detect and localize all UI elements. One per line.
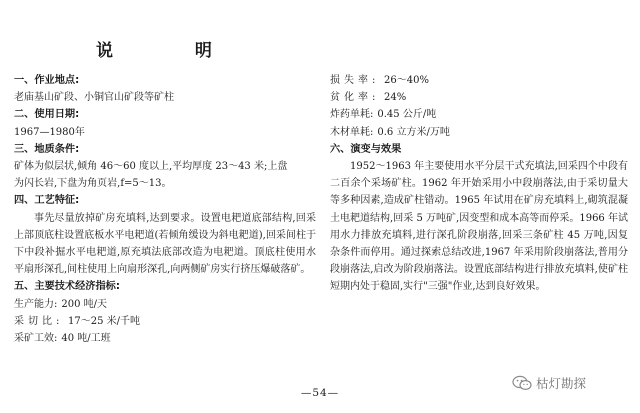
indicator-label: 损失率: [330,75,380,86]
indicator-label: 生产能力: [14,298,58,310]
section-heading-indicators: 五、主要技术经济指标: [14,281,120,293]
indicator-value: 0.6 立方米/万吨 [377,126,450,138]
indicator-value: 26～40% [384,75,429,86]
indicator-value: 24% [384,92,407,104]
geology-line-1: 矿体为似层状,倾角 46～60 度以上,平均厚度 23～43 米;上盘 [14,161,288,173]
indicator-row [14,296,316,313]
location-text: 老庙基山矿段、小铜官山矿段等矿柱 [14,92,174,104]
page-number: —54— [300,387,340,399]
section-heading-location: 一、作业地点: [14,75,80,86]
right-column [330,72,628,296]
process-paragraph: 事先尽量放掉矿房充填料,达到要求。设置电耙道底部结构,回采上部顶底柱设置底板水平电耙道(若倾角缓设为斜电耙道),回采间柱于下中段补掘水平电耙道,原充填法底部改造为电耙道。顶底柱使用水平扇形深孔,间柱使用上向扇形深孔,向两侧矿房实行挤压爆破落矿。 [14,212,316,276]
section-heading-evolution: 六、演变与效果 [330,143,402,155]
indicator-value: 200 吨/天 [61,298,108,310]
indicator-row [330,89,628,106]
indicator-row [330,124,628,141]
indicator-label: 木材单耗: [330,126,374,138]
indicator-label: 采矿工效: [14,333,58,345]
watermark-text: 枯灯勘探 [536,376,587,391]
wechat-icon [512,375,532,391]
indicator-label: 采切比: [14,315,64,327]
indicator-value: 40 吨/工班 [61,333,111,345]
section-heading-process: 四、工艺特征: [14,195,80,207]
indicator-row [330,106,628,123]
indicator-row [14,330,316,347]
indicator-label: 贫化率: [330,92,380,104]
geology-line-2: 为闪长岩,下盘为角页岩,f=5～13。 [14,178,172,190]
section-heading-date: 二、使用日期: [14,109,80,121]
date-text: 1967—1980年 [14,126,85,138]
evolution-paragraph: 1952～1963 年主要使用水平分层干式充填法,回采四个中段有二百余个采场矿柱。1962 年开始采用小中段崩落法,由于采切量大等多种因素,造成矿柱错动。1965 年试用在矿房充填料上,砌筑混凝土电耙道结构,回采 5 万吨矿,因变型和成本高等而停采。1966 年试用水力排放充填料,进行深孔阶段崩落,回采三条矿柱 45 万吨,因复杂条件而停用。通过探索总结改进,1967 年采用阶段崩落法,普用分段崩落法,启改为阶段崩落法。设置底部结构进行排放充填料,使矿柱短期内处于稳固,实行"三强"作业,达到良好效果。 [330,161,628,293]
indicator-value: 17～25 米/千吨 [68,315,140,327]
left-column [14,72,316,347]
section-heading-geology: 三、地质条件: [14,143,80,155]
watermark [512,374,586,392]
page-title: 说 明 [96,41,250,61]
indicator-value: 0.45 公斤/吨 [377,109,437,121]
indicator-label: 炸药单耗: [330,109,374,121]
indicator-row [330,72,628,89]
indicator-row [14,313,316,330]
